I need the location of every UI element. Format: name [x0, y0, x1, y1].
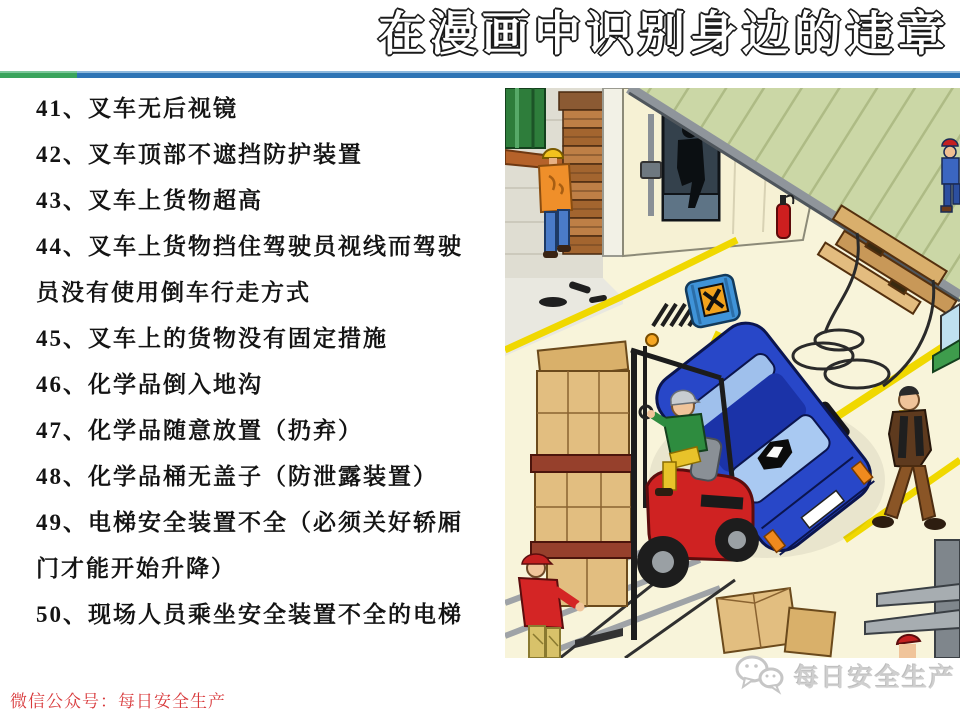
violation-item: 47、化学品随意放置（扔弃） [36, 418, 363, 443]
violation-item: 41、叉车无后视镜 [36, 96, 238, 121]
violation-item: 42、叉车顶部不遮挡防护装置 [36, 142, 363, 167]
violation-item: 46、化学品倒入地沟 [36, 372, 263, 397]
violation-item: 49、电梯安全装置不全（必须关好轿厢门才能开始升降） [36, 510, 463, 581]
box-stack [531, 341, 635, 606]
wechat-account-label: 微信公众号：每日安全生产 [10, 692, 226, 711]
violations-list [36, 86, 468, 638]
watermark-text: 每日安全生产 [794, 663, 957, 692]
violation-item: 43、叉车上货物超高 [36, 188, 263, 213]
rule-green-segment [0, 71, 77, 78]
chemical-drum [685, 274, 742, 329]
wechat-logo-icon [733, 651, 787, 700]
violation-item: 44、叉车上货物挡住驾驶员视线而驾驶员没有使用倒车行走方式 [36, 234, 463, 305]
violation-item: 50、现场人员乘坐安全装置不全的电梯 [36, 602, 463, 627]
page-title: 在漫画中识别身边的违章 [378, 9, 950, 61]
violation-item: 48、化学品桶无盖子（防泄露装置） [36, 464, 438, 489]
rule-blue-segment [77, 71, 960, 78]
watermark [733, 651, 956, 700]
corner-pillar [603, 88, 623, 256]
violation-item: 45、叉车上的货物没有固定措施 [36, 326, 388, 351]
warehouse-cartoon [505, 88, 960, 658]
green-container [505, 88, 545, 148]
header-rule [0, 71, 960, 78]
